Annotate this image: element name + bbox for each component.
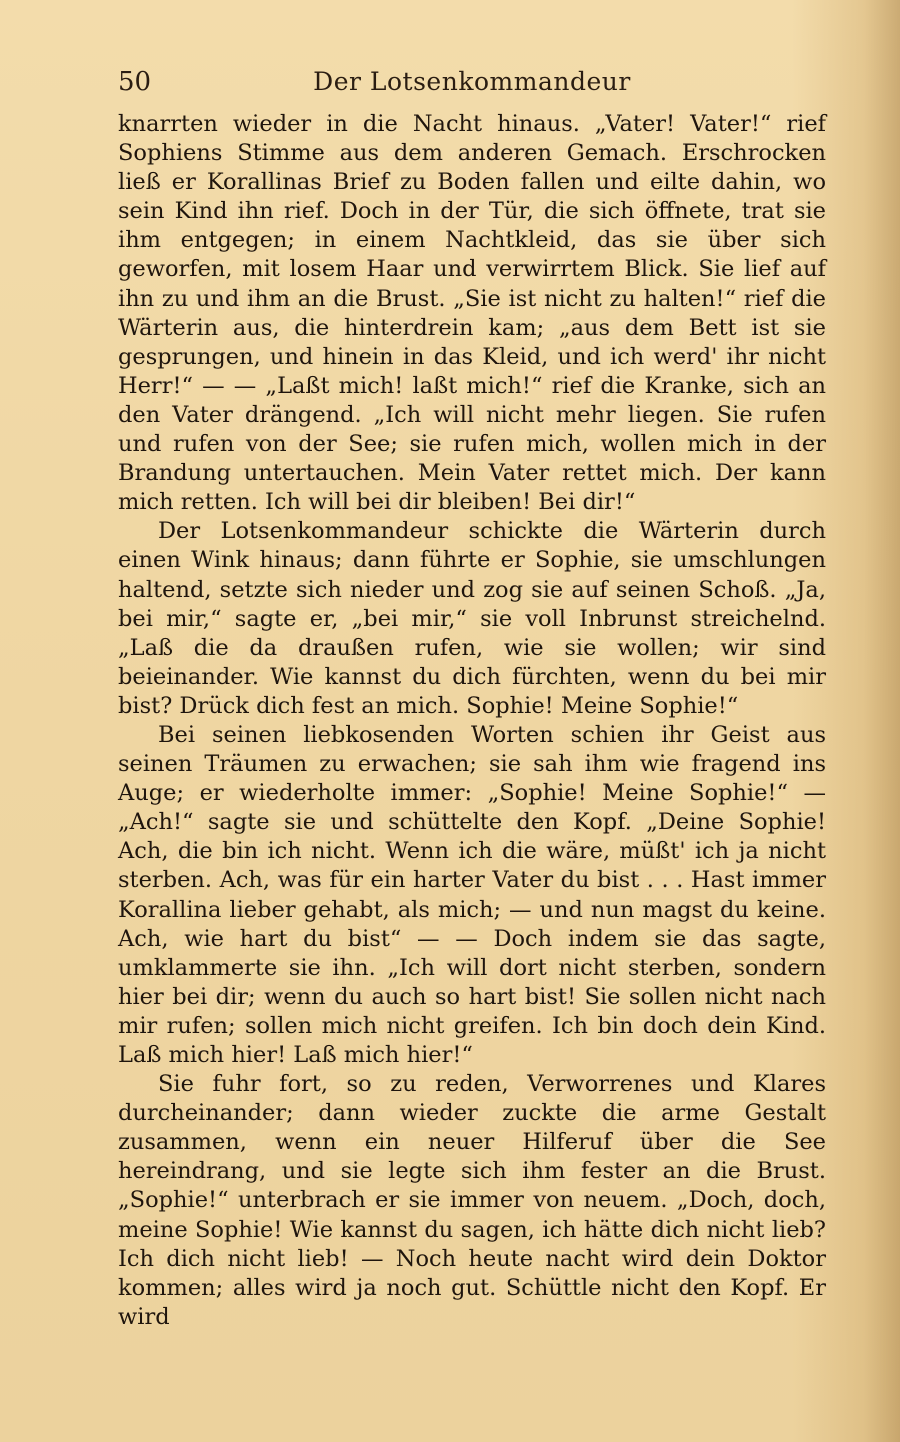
paragraph: knarrten wieder in die Nacht hinaus. „Vater! Vater!“ rief Sophiens Stimme aus dem anderen Gemach. Erschrocken ließ er Korallinas Brief zu Boden fallen und eilte dahin, wo sein Kind ihn rief. Doch in der Tür, die sich öffnete, trat sie ihm entgegen; in einem Nachtkleid, das sie über sich geworfen, mit losem Haar und verwirrtem Blick. Sie lief auf ihn zu und ihm an die Brust. „Sie ist nicht zu halten!“ rief die Wärterin aus, die hinterdrein kam; „aus dem Bett ist sie gesprungen, und hinein in das Kleid, und ich werd' ihr nicht Herr!“ — — „Laßt mich! laßt mich!“ rief die Kranke, sich an den Vater drängend. „Ich will nicht mehr liegen. Sie rufen und rufen von der See; sie rufen mich, wollen mich in der Brandung untertauchen. Mein Vater rettet mich. Der kann mich retten. Ich will bei dir bleiben! Bei dir!“ — [118, 111, 826, 516]
running-title: Der Lotsenkommandeur — [313, 67, 631, 96]
paragraph: Sie fuhr fort, so zu reden, Verworrenes und Klares durcheinander; dann wieder zuckte die arme Gestalt zusammen, wenn ein neuer Hilferuf über die See hereindrang, und sie legte sich ihm fester an die Brust. „Sophie!“ unterbrach er sie immer von neuem. „Doch, doch, meine Sophie! Wie kannst du sagen, ich hätte dich nicht lieb? Ich dich nicht lieb! — Noch heute nacht wird dein Doktor kommen; alles wird ja noch gut. Schüttle nicht den Kopf. Er wird — [118, 1071, 826, 1330]
page-number: 50 — [118, 67, 152, 97]
paragraph: Bei seinen liebkosenden Worten schien ihr Geist aus seinen Träumen zu erwachen; sie sah ihm wie fragend ins Auge; er wiederholte immer: „Sophie! Meine Sophie!“ — „Ach!“ sagte sie und schüttelte den Kopf. „Deine Sophie! Ach, die bin ich nicht. Wenn ich die wäre, müßt' ich ja nicht sterben. Ach, was für ein harter Vater du bist . . . Hast immer Korallina lieber gehabt, als mich; — und nun magst du keine. Ach, wie hart du bist“ — — Doch indem sie das sagte, umklammerte sie ihn. „Ich will dort nicht sterben, sondern hier bei dir; wenn du auch so hart bist! Sie sollen nicht nach mir rufen; sollen mich nicht greifen. Ich bin doch dein Kind. Laß mich hier! Laß mich hier!“ — [118, 721, 826, 1068]
paragraph: Der Lotsenkommandeur schickte die Wärterin durch einen Wink hinaus; dann führte er Sophie, sie umschlungen haltend, setzte sich nieder und zog sie auf seinen Schoß. „Ja, bei mir,“ sagte er, „bei mir,“ sie voll Inbrunst streichelnd. „Laß die da draußen rufen, wie sie wollen; wir sind beieinander. Wie kannst du dich fürchten, wenn du bei mir bist? Drück dich fest an mich. Sophie! Meine Sophie!“ — [118, 518, 826, 719]
page-header — [118, 64, 826, 100]
body-text — [118, 110, 826, 1332]
